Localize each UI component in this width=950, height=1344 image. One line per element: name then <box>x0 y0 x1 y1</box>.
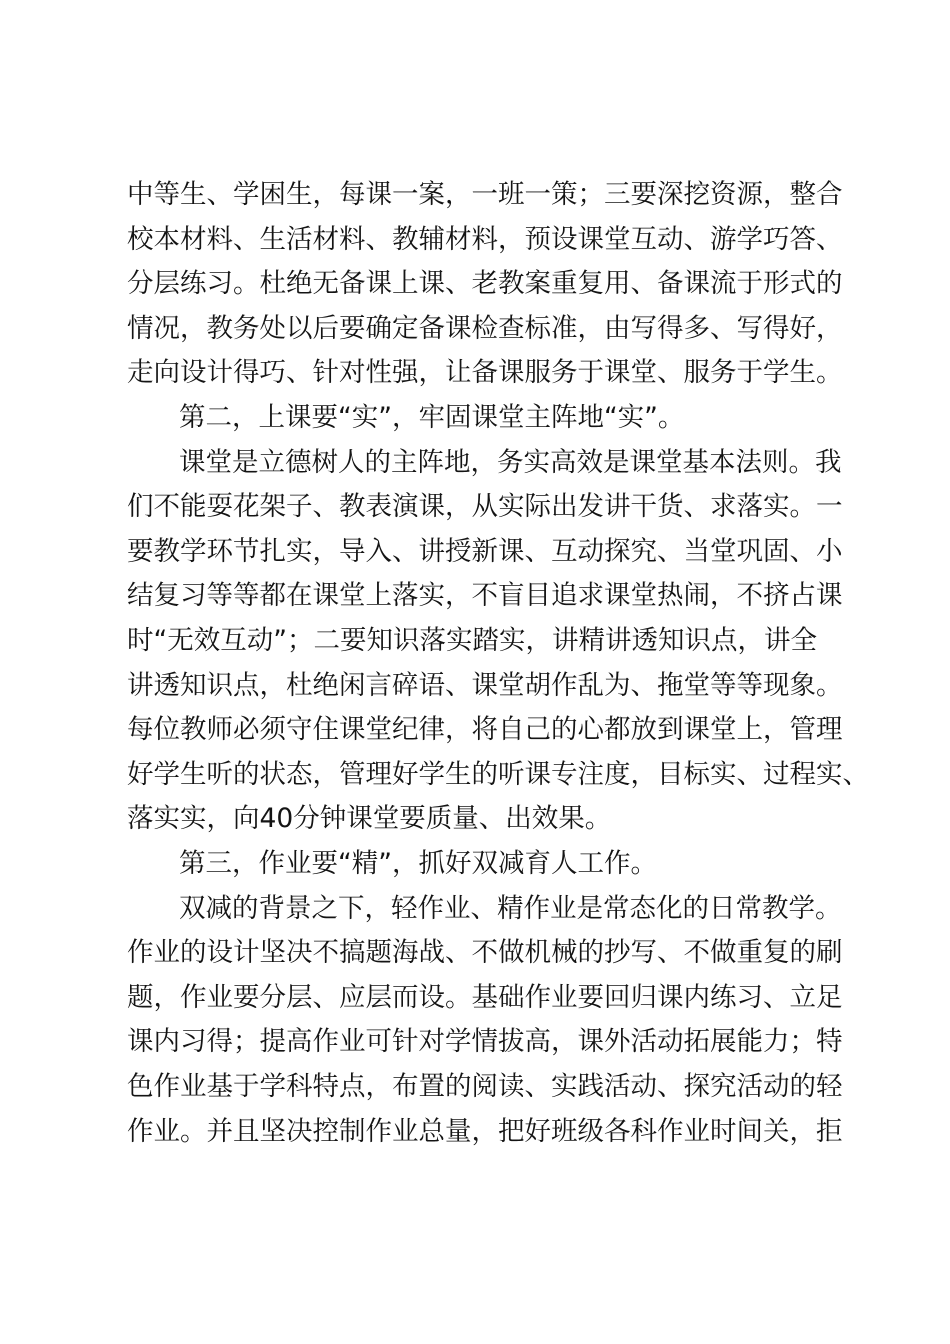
text-line: 情况，教务处以后要确定备课检查标准，由写得多、写得好， <box>127 313 843 344</box>
text-line: 课内习得；提高作业可针对学情拔高，课外活动拓展能力；特 <box>127 1026 843 1057</box>
text-line: 落实实，向40分钟课堂要质量、出效果。 <box>127 803 612 834</box>
text-line: 中等生、学困生，每课一案，一班一策；三要深挖资源，整合 <box>127 179 843 210</box>
text-line: 色作业基于学科特点，布置的阅读、实践活动、探究活动的轻 <box>127 1071 843 1102</box>
text-line: 讲透知识点，杜绝闲言碎语、课堂胡作乱为、拖堂等等现象。 <box>127 670 843 701</box>
text-line: 们不能耍花架子、教表演课，从实际出发讲干货、求落实。一 <box>127 491 843 522</box>
text-line: 走向设计得巧、针对性强，让备课服务于课堂、服务于学生。 <box>127 357 843 388</box>
text-line: 课堂是立德树人的主阵地，务实高效是课堂基本法则。我 <box>179 447 842 478</box>
text-line: 作业的设计坚决不搞题海战、不做机械的抄写、不做重复的刷 <box>127 937 843 968</box>
text-line: 每位教师必须守住课堂纪律，将自己的心都放到课堂上，管理 <box>127 714 843 745</box>
text-line: 时“无效互动”；二要知识落实踏实，讲精讲透知识点，讲全 <box>127 625 817 656</box>
section-heading: 第二，上课要“实”，牢固课堂主阵地“实”。 <box>179 402 685 433</box>
text-line: 分层练习。杜绝无备课上课、老教案重复用、备课流于形式的 <box>127 268 843 299</box>
text-line: 要教学环节扎实，导入、讲授新课、互动探究、当堂巩固、小 <box>127 536 843 567</box>
text-line: 好学生听的状态，管理好学生的听课专注度，目标实、过程实、 <box>127 759 869 790</box>
text-line: 双减的背景之下，轻作业、精作业是常态化的日常教学。 <box>179 893 842 924</box>
text-line: 结复习等等都在课堂上落实，不盲目追求课堂热闹，不挤占课 <box>127 580 843 611</box>
text-line: 题，作业要分层、应层而设。基础作业要回归课内练习、立足 <box>127 982 843 1013</box>
text-line: 校本材料、生活材料、教辅材料，预设课堂互动、游学巧答、 <box>127 224 843 255</box>
text-line: 作业。并且坚决控制作业总量，把好班级各科作业时间关，拒 <box>127 1116 843 1147</box>
section-heading: 第三，作业要“精”，抓好双减育人工作。 <box>179 848 657 879</box>
